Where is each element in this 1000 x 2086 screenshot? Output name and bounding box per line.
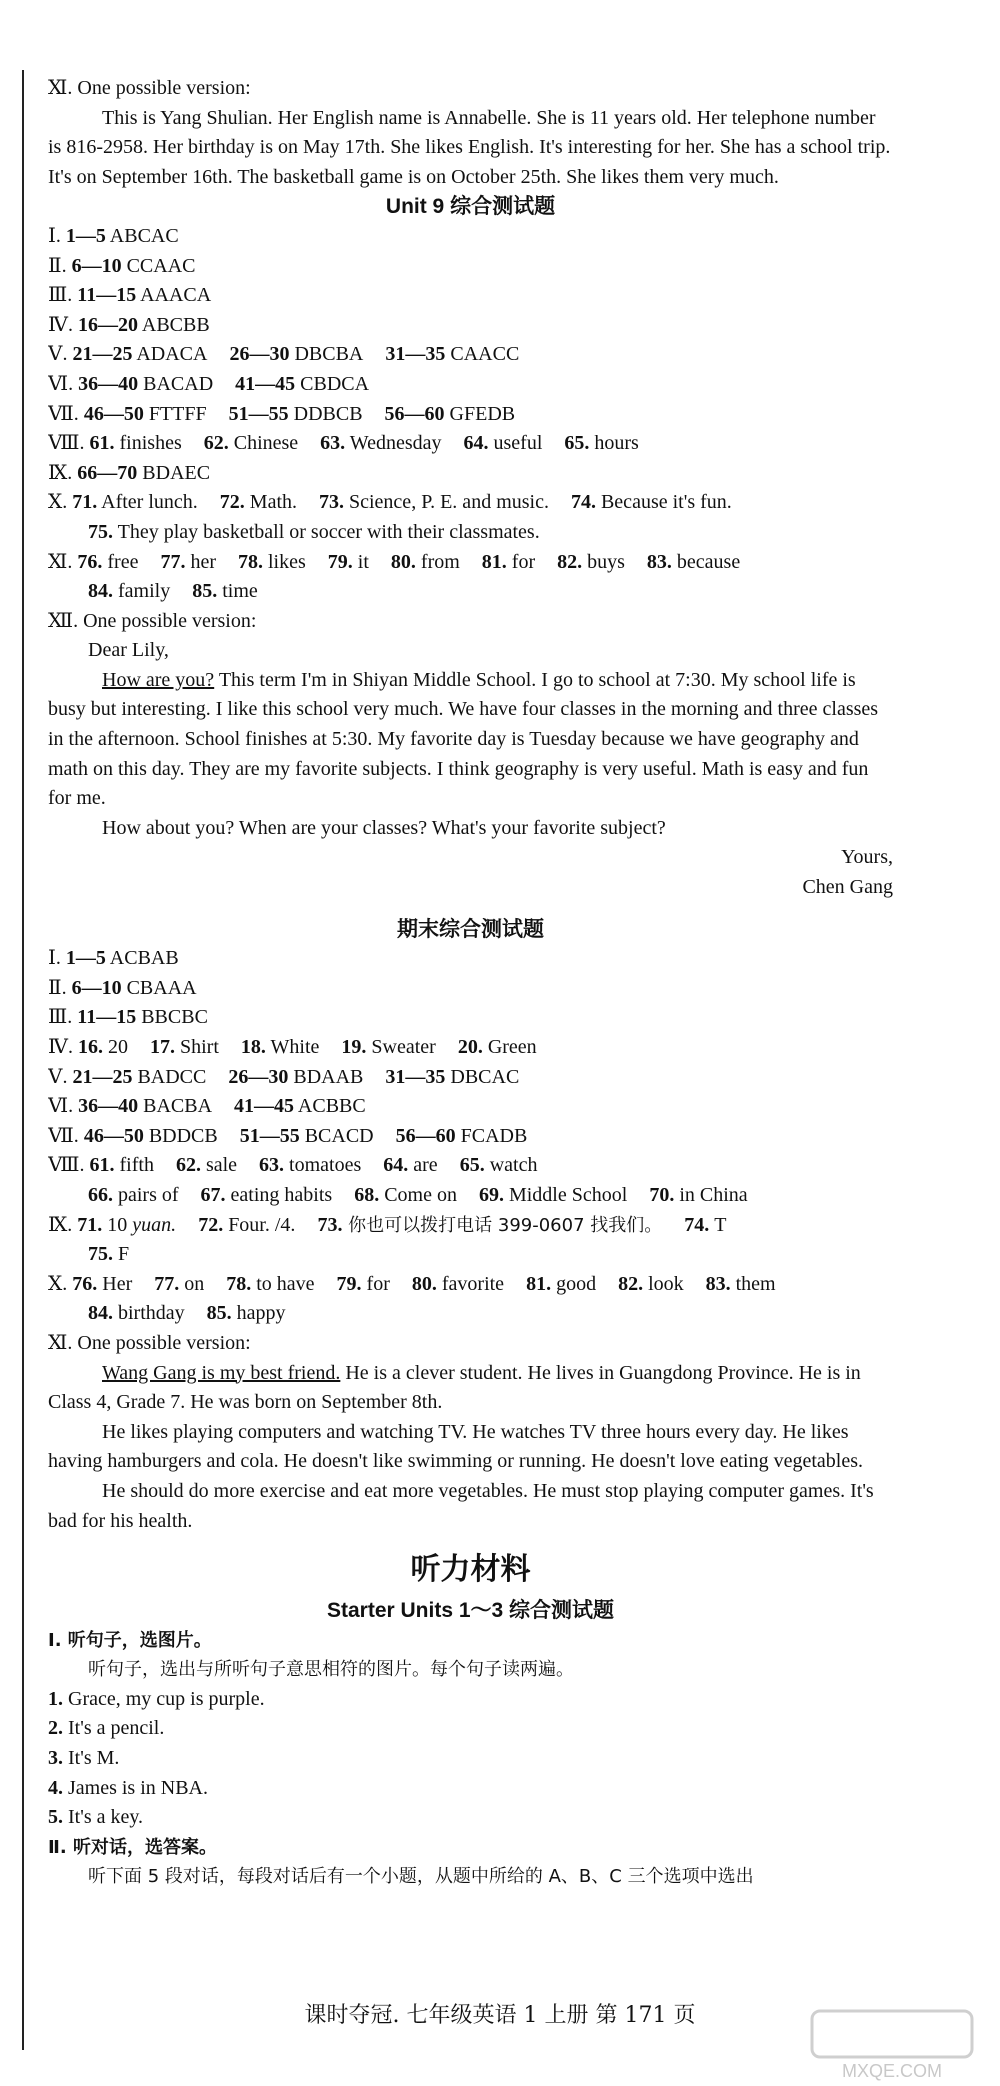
answer-row: Ⅰ. 1—5 ACBAB: [48, 947, 179, 970]
listening-item: 3. It's M.: [48, 1747, 120, 1770]
essay-paragraph: Wang Gang is my best friend. He is a clever student. He lives in Guangdong Province. He is in Class 4, Grade 7. He was born on September 8th.: [48, 1361, 861, 1414]
answer-row: [48, 577, 893, 607]
answer-row: Ⅶ. 46—50 FTTFF 51—55 DDBCB 56—60 GFEDB: [48, 402, 516, 425]
item-number: 71.: [72, 491, 98, 514]
section-title: Unit 9 综合测试题: [385, 195, 556, 219]
item-number: 74.: [570, 491, 596, 514]
item-number: 85.: [206, 1302, 232, 1325]
essay-paragraph: He should do more exercise and eat more vegetables. He must stop playing computer games. It's bad for his health.: [48, 1479, 874, 1532]
answer-row: Ⅵ. 36—40 BACBA 41—45 ACBBC: [48, 1095, 366, 1118]
answer-row: Ⅺ. 76. free 77. her 78. likes 79. it 80. from 81. for 82. buys 83. because: [48, 550, 741, 573]
item-number: 62.: [203, 432, 229, 455]
item-answer: good: [551, 1272, 597, 1295]
answer-row: Ⅸ. 71. 10 yuan. 72. Four. /4. 73. 你也可以拨打电话 399-0607 找我们。 74. T: [48, 1213, 727, 1236]
section-title: 期末综合测试题: [397, 917, 544, 941]
item-answer: family: [113, 580, 171, 603]
item-answer: buys: [582, 550, 625, 573]
item-number: 70.: [649, 1183, 675, 1206]
item-number: 65.: [564, 432, 590, 455]
item-answer: for: [361, 1272, 390, 1295]
listening-item: 1. Grace, my cup is purple.: [48, 1687, 265, 1710]
item-answer: finishes: [114, 432, 182, 455]
item-answer: 20: [102, 1036, 128, 1058]
listening-title: 听力材料: [410, 1552, 531, 1588]
item-answer: Middle School: [503, 1183, 628, 1206]
answer-row: Ⅷ. 61. fifth 62. sale 63. tomatoes 64. are 65. watch: [48, 1154, 538, 1177]
item-answer: fifth: [114, 1154, 154, 1177]
instruction: 听句子，选出与所听句子意思相符的图片。每个句子读两遍。: [88, 1659, 574, 1681]
item-number: 78.: [226, 1272, 252, 1295]
item-number: 79.: [336, 1272, 362, 1295]
answer-row: [48, 1299, 893, 1329]
listening-items: [48, 1685, 893, 1833]
answer-row: Ⅱ. 6—10 CBAAA: [48, 976, 197, 999]
letter-greeting: Dear Lily,: [88, 639, 169, 662]
item-number: 83.: [646, 550, 672, 573]
item-answer: from: [415, 550, 460, 573]
item-answer: Chinese: [228, 432, 299, 455]
item-number: 63.: [320, 432, 346, 455]
letter-signature: Chen Gang: [802, 876, 893, 899]
item-answer: to have: [251, 1272, 315, 1295]
item-answer: look: [643, 1272, 684, 1295]
answer-row: 75. F: [88, 1243, 130, 1266]
answer-row: Ⅹ. 71. After lunch. 72. Math. 73. Science, P. E. and music. 74. Because it's fun.: [48, 491, 732, 514]
answer-row: Ⅲ. 11—15 BBCBC: [48, 1006, 208, 1029]
item-number: 68.: [354, 1183, 380, 1206]
item-answer: happy: [231, 1302, 286, 1325]
item-answer: in China: [674, 1183, 748, 1206]
item-number: 84.: [88, 1302, 113, 1325]
listening-item: 2. It's a pencil.: [48, 1717, 165, 1740]
answer-row: Ⅲ. 11—15 AAACA: [48, 284, 212, 307]
item-answer: Her: [97, 1272, 133, 1295]
item-answer: Shirt: [174, 1036, 219, 1058]
answer-row: Ⅷ. 61. finishes 62. Chinese 63. Wednesday 64. useful 65. hours: [48, 432, 639, 455]
item-answer: favorite: [436, 1272, 505, 1295]
item-answer: Because it's fun.: [595, 491, 732, 514]
answer-row: Ⅹ. 76. Her 77. on 78. to have 79. for 80. favorite 81. good 82. look 83. them: [48, 1272, 776, 1295]
watermark-logo: [792, 2005, 992, 2085]
section-label: Ⅱ. 听对话，选答案。: [48, 1836, 217, 1858]
answer-row: Ⅰ. 1—5 ABCAC: [48, 224, 179, 247]
item-answer: it: [352, 550, 369, 573]
watermark-text: MXQE.COM: [841, 2061, 943, 2081]
answer-row: Ⅳ. 16. 20 17. Shirt 18. White 19. Sweater 20. Green: [48, 1036, 537, 1058]
item-number: 81.: [526, 1272, 552, 1295]
essay-paragraph: [48, 104, 893, 193]
essay-text: This is Yang Shulian. Her English name is Annabelle. She is 11 years old. Her telephone number is 816-2958. Her birthday is on May 17th. She likes English. It's interesting for her. She has a school trip. It's on September 16th. The basketball game is on October 25th. She likes them very much.: [48, 106, 891, 188]
item-answer: watch: [484, 1154, 538, 1177]
item-number: 80.: [411, 1272, 437, 1295]
section-label: Ⅺ. One possible version:: [48, 1331, 251, 1354]
item-answer: hours: [589, 432, 639, 455]
item-number: 65.: [459, 1154, 485, 1177]
item-answer: Math.: [244, 491, 297, 514]
answer-row: Ⅴ. 21—25 ADACA 26—30 DBCBA 31—35 CAACC: [48, 343, 520, 366]
item-answer: on: [179, 1272, 205, 1295]
item-number: 81.: [481, 550, 507, 573]
item-answer: tomatoes: [284, 1154, 362, 1177]
section-subtitle: Starter Units 1～3 综合测试题: [326, 1599, 615, 1623]
answer-row: Ⅳ. 16—20 ABCBB: [48, 313, 210, 336]
item-answer: for: [506, 550, 536, 573]
item-number: 18.: [240, 1036, 266, 1058]
item-number: 82.: [618, 1272, 644, 1295]
item-number: 80.: [390, 550, 416, 573]
item-answer: Come on: [379, 1183, 457, 1206]
item-number: 76.: [72, 1272, 98, 1295]
answer-row: [48, 1181, 893, 1211]
item-answer: Green: [482, 1036, 537, 1058]
answer-row: 75. They play basketball or soccer with their classmates.: [88, 520, 540, 543]
item-answer: After lunch.: [97, 491, 198, 514]
essay-paragraph: He likes playing computers and watching TV. He watches TV three hours every day. He likes having hamburgers and cola. He doesn't like swimming or running. He doesn't love eating vegetables.: [48, 1420, 863, 1473]
section-label: Ⅰ. 听句子，选图片。: [48, 1629, 212, 1651]
listening-item: 5. It's a key.: [48, 1806, 144, 1829]
item-answer: her: [185, 550, 216, 573]
item-number: 78.: [238, 550, 263, 573]
item-answer: sale: [200, 1154, 238, 1177]
answer-row: Ⅱ. 6—10 CCAAC: [48, 254, 196, 277]
item-number: 16.: [77, 1036, 103, 1058]
item-number: 20.: [457, 1036, 483, 1058]
item-answer: Sweater: [366, 1036, 436, 1058]
letter-paragraph: How are you? This term I'm in Shiyan Middle School. I go to school at 7:30. My school life is busy but interesting. I like this school very much. We have four classes in the morning and three classes in the afternoon. School finishes at 5:30. My favorite day is Tuesday because we have geography and math on this day. They are my favorite subjects. I think geography is very useful. Math is easy and fun for me.: [48, 668, 879, 810]
section-label: Ⅺ. One possible version:: [48, 77, 251, 99]
page-footer: 课时夺冠. 七年级英语 1 上册 第 171 页: [304, 2003, 696, 2028]
item-number: 84.: [88, 580, 113, 603]
item-number: 19.: [341, 1036, 367, 1058]
item-number: 79.: [327, 550, 353, 573]
item-number: 67.: [200, 1183, 226, 1206]
item-number: 77.: [160, 550, 186, 573]
margin-rule: [22, 70, 24, 2050]
item-answer: White: [265, 1036, 320, 1058]
item-number: 63.: [259, 1154, 285, 1177]
item-answer: are: [408, 1154, 438, 1177]
item-number: 62.: [175, 1154, 201, 1177]
answer-row: Ⅴ. 21—25 BADCC 26—30 BDAAB 31—35 DBCAC: [48, 1065, 520, 1088]
item-number: 61.: [89, 1154, 115, 1177]
item-number: 69.: [478, 1183, 504, 1206]
answer-row: Ⅸ. 66—70 BDAEC: [48, 461, 211, 484]
item-number: 77.: [154, 1272, 180, 1295]
underlined-phrase: How are you?: [102, 668, 215, 691]
underlined-phrase: Wang Gang is my best friend.: [102, 1361, 341, 1384]
item-answer: Science, P. E. and music.: [344, 491, 549, 514]
content-column: [48, 77, 893, 1892]
item-answer: useful: [488, 432, 543, 455]
item-number: 83.: [705, 1272, 731, 1295]
item-answer: eating habits: [225, 1183, 333, 1206]
item-number: 72.: [219, 491, 245, 514]
section-label: Ⅻ. One possible version:: [48, 609, 257, 632]
letter-closing: Yours,: [841, 846, 893, 869]
item-answer: likes: [263, 550, 306, 573]
item-number: 76.: [77, 550, 103, 573]
item-number: 64.: [383, 1154, 409, 1177]
letter-paragraph: How about you? When are your classes? What's your favorite subject?: [102, 816, 666, 839]
answer-row: Ⅶ. 46—50 BDDCB 51—55 BCACD 56—60 FCADB: [48, 1124, 528, 1147]
item-answer: because: [671, 550, 741, 573]
item-number: 82.: [557, 550, 583, 573]
item-answer: Wednesday: [345, 432, 442, 455]
item-answer: them: [730, 1272, 776, 1295]
item-number: 17.: [149, 1036, 175, 1058]
item-answer: pairs of: [113, 1183, 179, 1206]
listening-item: 4. James is in NBA.: [48, 1776, 208, 1799]
item-answer: free: [102, 550, 139, 573]
item-number: 85.: [192, 580, 218, 603]
item-number: 66.: [88, 1183, 113, 1206]
instruction: 听下面 5 段对话，每段对话后有一个小题，从题中所给的 A、B、C 三个选项中选出: [88, 1866, 754, 1888]
item-number: 61.: [89, 432, 115, 455]
item-number: 73.: [319, 491, 344, 514]
item-number: 64.: [463, 432, 489, 455]
item-answer: time: [217, 580, 258, 603]
answer-row: Ⅵ. 36—40 BACAD 41—45 CBDCA: [48, 372, 370, 395]
item-answer: birthday: [113, 1302, 185, 1325]
